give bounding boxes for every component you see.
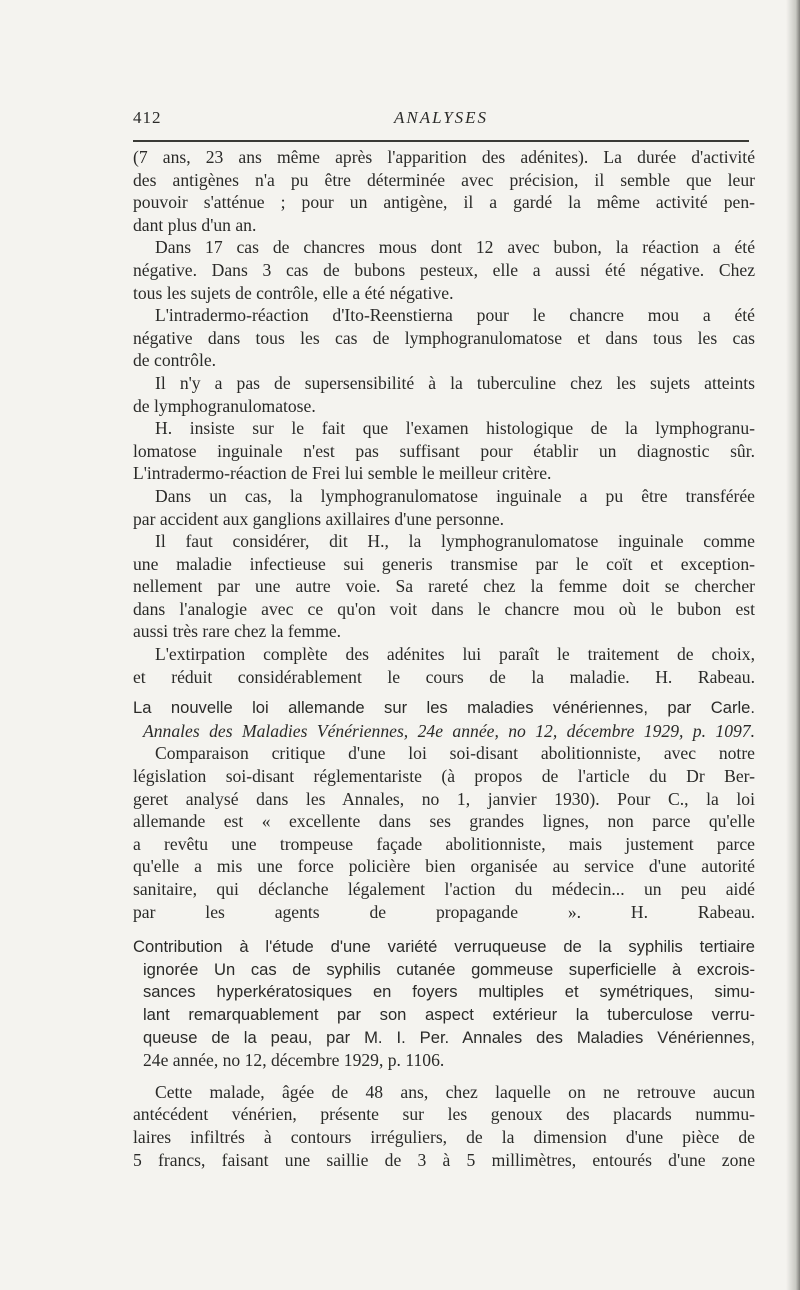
text-line: par accident aux ganglions axillaires d'une personne.: [133, 508, 505, 529]
text-line: des antigènes n'a pu être déterminée avec précision, il semble que leur: [133, 169, 755, 190]
text-line: L'extirpation complète des adénites lui paraît le traitement de choix,: [155, 644, 755, 665]
text-line: législation soi-disant réglementariste (à propos de l'article du Dr Ber-: [133, 766, 755, 787]
citation-line: Annales des Maladies Vénériennes, 24e année, no 12, décembre 1929, p. 1097.: [143, 720, 755, 741]
text-line: sanitaire, qui déclanche légalement l'action du médecin... un peu aidé: [133, 879, 755, 899]
text-line: Cette malade, âgée de 48 ans, chez laquelle on ne retrouve aucun: [155, 1081, 755, 1102]
header-rule: [133, 140, 749, 142]
text-line: nellement par une autre voie. Sa rareté chez la femme doit se chercher: [133, 576, 755, 597]
text-line: qu'elle a mis une force policière bien organisée au service d'une autorité: [133, 856, 755, 877]
page-header: [133, 108, 749, 132]
article-heading: sances hyperkératosiques en foyers multiples et symétriques, simu-: [143, 982, 755, 1002]
text-line: aussi très rare chez la femme.: [133, 621, 342, 642]
text-line: dans l'analogie avec ce qu'on voit dans le chancre mou où le bubon est: [133, 598, 755, 619]
text-line: dant plus d'un an.: [133, 214, 257, 235]
text-line: Comparaison critique d'une loi soi-disant abolitionniste, avec notre: [155, 743, 755, 764]
text-line: laires infiltrés à contours irréguliers, de la dimension d'une pièce de: [133, 1126, 755, 1147]
text-line: (7 ans, 23 ans même après l'apparition des adénites). La durée d'activité: [133, 147, 755, 167]
citation-line: 24e année, no 12, décembre 1929, p. 1106.: [143, 1050, 445, 1071]
article-heading: La nouvelle loi allemande sur les maladies vénériennes, par Carle.: [133, 698, 755, 718]
text-line-signed: et réduit considérablement le cours de la maladie. H. Rabeau.: [133, 666, 755, 687]
text-line: de contrôle.: [133, 350, 217, 371]
running-title: ANALYSES: [393, 108, 489, 127]
page-number: 412: [133, 108, 162, 127]
text-line: lomatose inguinale n'est pas suffisant pour établir un diagnostic sûr.: [133, 440, 755, 461]
text-line: de lymphogranulomatose.: [133, 395, 316, 416]
text-line: tous les sujets de contrôle, elle a été négative.: [133, 282, 454, 303]
text-line: négative dans tous les cas de lymphogranulomatose et dans tous les cas: [133, 327, 755, 348]
text-line-signed: par les agents de propagande ». H. Rabeau.: [133, 901, 755, 922]
text-line: Dans 17 cas de chancres mous dont 12 avec bubon, la réaction a été: [155, 237, 755, 258]
text-line: une maladie infectieuse sui generis transmise par le coït et exception-: [133, 553, 755, 574]
article-body: [133, 146, 755, 1171]
text-line: a revêtu une trompeuse façade abolitionniste, mais justement parce: [133, 833, 755, 854]
text-line: antécédent vénérien, présente sur les genoux des placards nummu-: [133, 1104, 755, 1125]
article-heading: queuse de la peau, par M. I. Per. Annales des Maladies Vénériennes,: [143, 1027, 755, 1047]
text-line: L'intradermo-réaction de Frei lui semble le meilleur critère.: [133, 463, 552, 484]
article-heading: lant remarquablement par son aspect extérieur la tuberculose verru-: [143, 1004, 755, 1024]
article-heading: ignorée Un cas de syphilis cutanée gommeuse superficielle à excrois-: [143, 959, 755, 979]
article-heading: Contribution à l'étude d'une variété verruqueuse de la syphilis tertiaire: [133, 937, 755, 957]
text-line: H. insiste sur le fait que l'examen histologique de la lymphogranu-: [155, 418, 755, 439]
text-line: L'intradermo-réaction d'Ito-Reenstierna pour le chancre mou a été: [155, 305, 755, 326]
text-line: Il n'y a pas de supersensibilité à la tuberculine chez les sujets atteints: [155, 372, 755, 393]
text-line: Il faut considérer, dit H., la lymphogranulomatose inguinale comme: [155, 531, 755, 552]
text-line: 5 francs, faisant une saillie de 3 à 5 millimètres, entourés d'une zone: [133, 1149, 755, 1170]
text-line: négative. Dans 3 cas de bubons pesteux, elle a aussi été négative. Chez: [133, 259, 755, 280]
page-edge-shadow: [786, 0, 800, 1290]
text-line: Dans un cas, la lymphogranulomatose inguinale a pu être transférée: [155, 485, 755, 506]
text-line: geret analysé dans les Annales, no 1, janvier 1930). Pour C., la loi: [133, 788, 755, 809]
text-line: allemande est « excellente dans ses grandes lignes, non parce qu'elle: [133, 811, 755, 832]
text-line: pouvoir s'atténue ; pour un antigène, il a gardé la même activité pen-: [133, 192, 755, 213]
